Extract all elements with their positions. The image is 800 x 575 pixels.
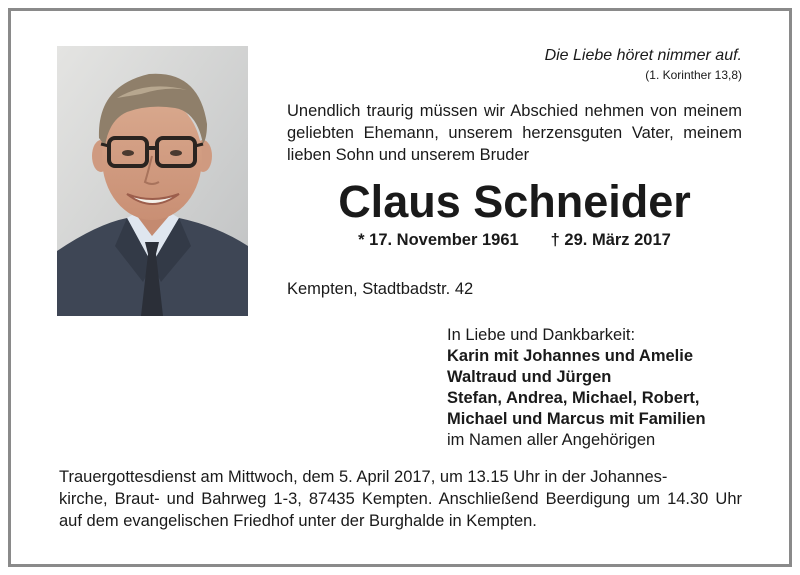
intro-line: Vater, meinem lieben Sohn und unserem Bruder [287, 124, 742, 164]
intro-line: meinem geliebten Ehemann, unserem herzensguten [287, 102, 743, 142]
portrait-illustration [57, 46, 248, 316]
service-line: Trauergottesdienst am Mittwoch, dem 5. April 2017, um 13.15 Uhr in der Johannes- [59, 468, 668, 486]
address: Kempten, Stadtbadstr. 42 [287, 280, 474, 298]
signoff-closing: im Namen aller Angehörigen [447, 431, 656, 449]
portrait-photo [57, 46, 248, 316]
family-line: Waltraud und Jürgen [447, 368, 612, 386]
intro-line: Unendlich traurig müssen wir Abschied nehmen von [287, 102, 678, 120]
motto-reference: (1. Korinther 13,8) [645, 68, 742, 82]
signoff-block [447, 325, 747, 451]
family-line: Karin mit Johannes und Amelie [447, 347, 694, 365]
death-date: † 29. März 2017 [550, 231, 671, 249]
motto-quote: Die Liebe höret nimmer auf. [544, 47, 742, 64]
motto [545, 46, 742, 83]
intro-text [287, 100, 742, 166]
service-notice [59, 466, 742, 532]
birth-date: * 17. November 1961 [358, 231, 519, 249]
family-line: Michael und Marcus mit Familien [447, 410, 706, 428]
service-line: 14.30 Uhr auf dem evangelischen Friedhof unter der Burghalde in Kempten. [59, 490, 742, 530]
family-line: Stefan, Andrea, Michael, Robert, [447, 389, 700, 407]
life-dates [287, 229, 742, 251]
deceased-name: Claus Schneider [338, 176, 691, 227]
service-line: kirche, Braut- und Bahrweg 1-3, 87435 Kempten. Anschließend Beerdigung um [59, 490, 660, 508]
signoff-lead: In Liebe und Dankbarkeit: [447, 326, 636, 344]
